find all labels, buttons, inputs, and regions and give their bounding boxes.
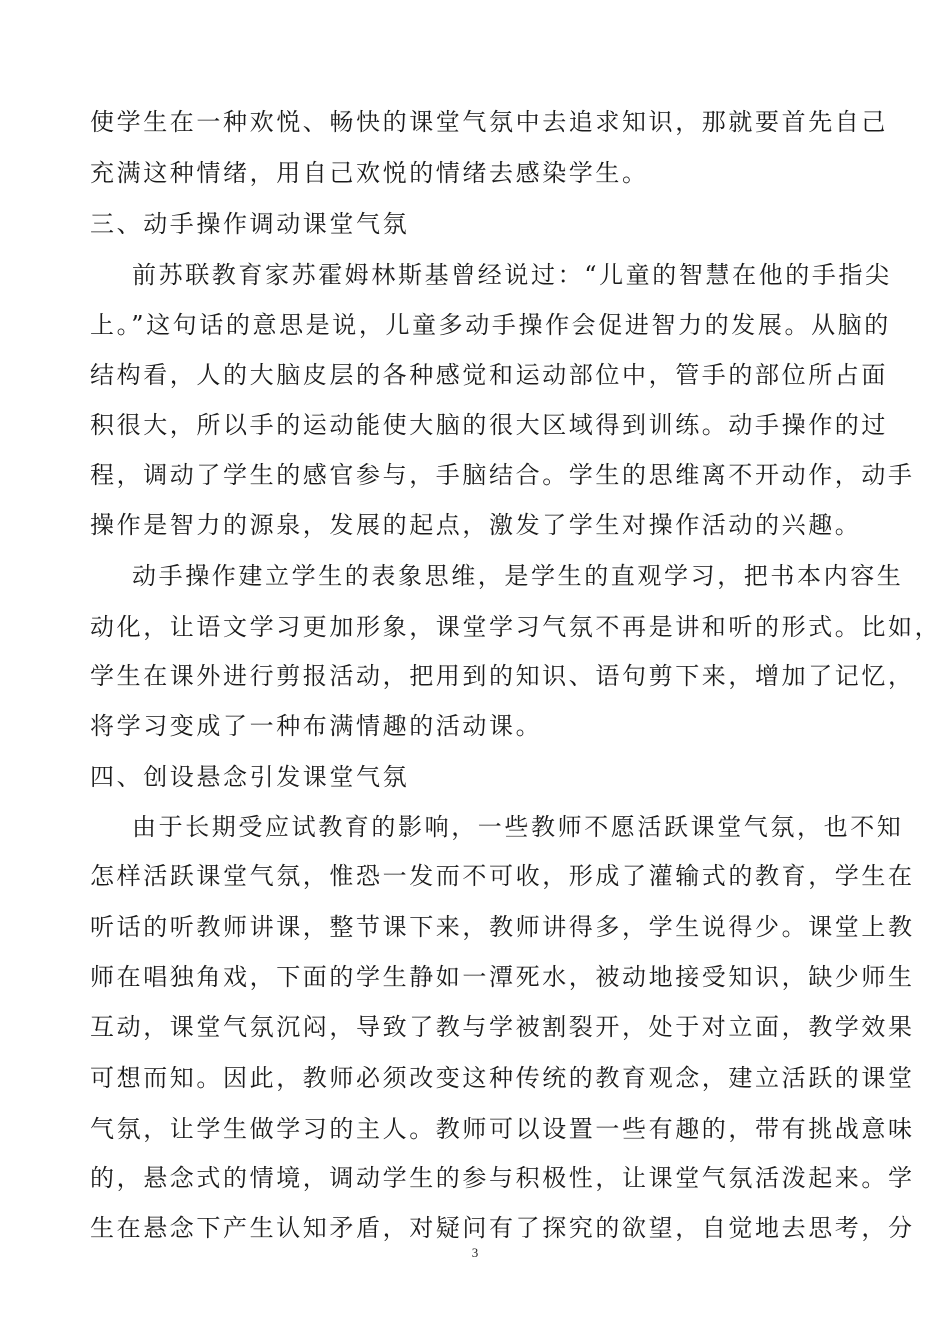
section-heading: 三、动手操作调动课堂气氛	[90, 210, 410, 238]
text-line: 上。”这句话的意思是说，儿童多动手操作会促进智力的发展。从脑的	[90, 311, 891, 339]
text-line: 生在悬念下产生认知矛盾，对疑问有了探究的欲望，自觉地去思考，分	[90, 1214, 915, 1242]
text-line: 充满这种情绪，用自己欢悦的情绪去感染学生。	[90, 159, 649, 187]
text-line: 怎样活跃课堂气氛，惟恐一发而不可收，形成了灌输式的教育，学生在	[90, 862, 915, 890]
text-line: 可想而知。因此，教师必须改变这种传统的教育观念，建立活跃的课堂	[90, 1064, 915, 1092]
text-line: 结构看，人的大脑皮层的各种感觉和运动部位中，管手的部位所占面	[90, 361, 888, 389]
text-line: 听话的听教师讲课，整节课下来，教师讲得多，学生说得少。课堂上教	[90, 913, 915, 941]
page-number: 3	[471, 1245, 479, 1260]
text-line: 由于长期受应试教育的影响，一些教师不愿活跃课堂气氛，也不知	[132, 813, 904, 841]
text-line: 师在唱独角戏，下面的学生静如一潭死水，被动地接受知识，缺少师生	[90, 963, 915, 991]
text-line: 气氛，让学生做学习的主人。教师可以设置一些有趣的，带有挑战意味	[90, 1115, 915, 1143]
text-line: 前苏联教育家苏霍姆林斯基曾经说过：“儿童的智慧在他的手指尖	[132, 261, 892, 289]
text-line: 互动，课堂气氛沉闷，导致了教与学被割裂开，处于对立面，教学效果	[90, 1013, 915, 1041]
text-line: 积很大，所以手的运动能使大脑的很大区域得到训练。动手操作的过	[90, 411, 888, 439]
text-line: 动化，让语文学习更加形象，课堂学习气氛不再是讲和听的形式。比如，	[90, 613, 942, 641]
section-heading: 四、创设悬念引发课堂气氛	[90, 763, 410, 791]
text-line: 学生在课外进行剪报活动，把用到的知识、语句剪下来，增加了记忆，	[90, 662, 915, 690]
text-line: 程，调动了学生的感官参与，手脑结合。学生的思维离不开动作，动手	[90, 461, 915, 489]
text-line: 将学习变成了一种布满情趣的活动课。	[90, 712, 543, 740]
text-line: 动手操作建立学生的表象思维，是学生的直观学习，把书本内容生	[132, 562, 904, 590]
text-line: 的，悬念式的情境，调动学生的参与积极性，让课堂气氛活泼起来。学	[90, 1164, 915, 1192]
text-line: 操作是智力的源泉，发展的起点，激发了学生对操作活动的兴趣。	[90, 511, 862, 539]
text-line: 使学生在一种欢悦、畅快的课堂气氛中去追求知识，那就要首先自己	[90, 108, 888, 136]
